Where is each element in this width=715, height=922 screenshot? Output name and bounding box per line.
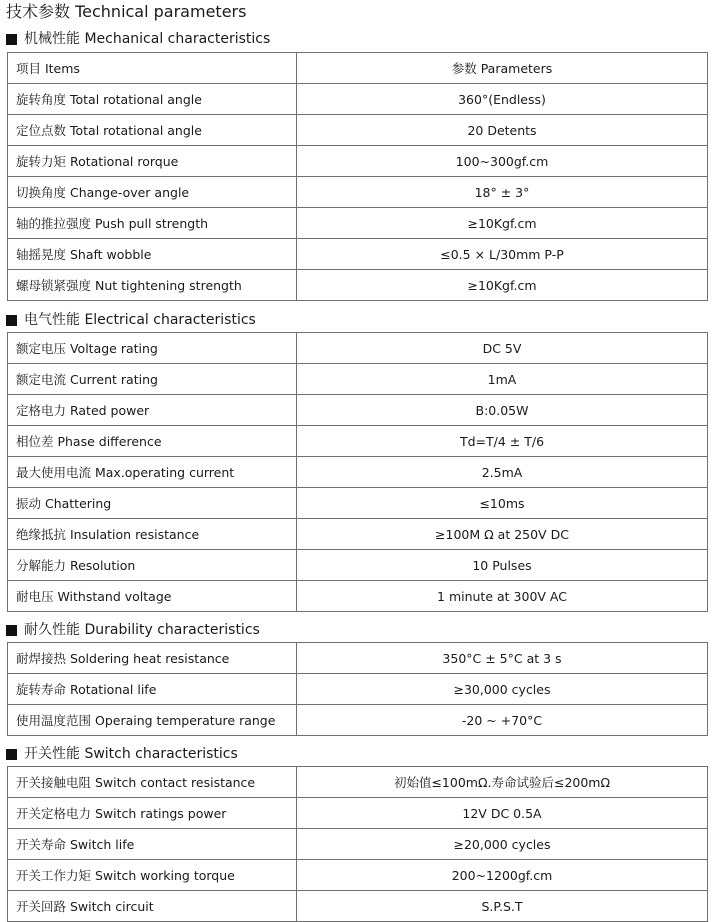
- item-cell: 旋转力矩 Rotational rorque: [8, 146, 297, 177]
- param-cell: ≥100M Ω at 250V DC: [297, 519, 708, 550]
- item-cell: 开关定格电力 Switch ratings power: [8, 798, 297, 829]
- durability-table: [7, 642, 708, 736]
- item-cell: 开关接触电阻 Switch contact resistance: [8, 767, 297, 798]
- section-heading-label: 开关性能 Switch characteristics: [24, 746, 238, 762]
- param-cell: 初始值≤100mΩ.寿命试验后≤200mΩ: [297, 767, 708, 798]
- param-cell: 360°(Endless): [297, 84, 708, 115]
- param-cell: ≥10Kgf.cm: [297, 270, 708, 301]
- item-cell: 轴的推拉强度 Push pull strength: [8, 208, 297, 239]
- table-row: [8, 550, 708, 581]
- table-row: [8, 767, 708, 798]
- section-heading-label: 电气性能 Electrical characteristics: [24, 312, 256, 328]
- item-cell: 最大使用电流 Max.operating current: [8, 457, 297, 488]
- param-cell: 12V DC 0.5A: [297, 798, 708, 829]
- table-row: [8, 891, 708, 922]
- black-square-icon: [6, 749, 17, 760]
- item-cell: 相位差 Phase difference: [8, 426, 297, 457]
- param-cell: 20 Detents: [297, 115, 708, 146]
- param-cell: 18° ± 3°: [297, 177, 708, 208]
- section-heading-durability: [6, 620, 260, 640]
- table-row: [8, 519, 708, 550]
- table-row: [8, 270, 708, 301]
- table-row: [8, 53, 708, 84]
- black-square-icon: [6, 34, 17, 45]
- table-row: [8, 426, 708, 457]
- item-cell: 项目 Items: [8, 53, 297, 84]
- item-cell: 旋转角度 Total rotational angle: [8, 84, 297, 115]
- section-heading-mechanical: [6, 29, 270, 49]
- table-row: [8, 239, 708, 270]
- item-cell: 耐电压 Withstand voltage: [8, 581, 297, 612]
- table-row: [8, 457, 708, 488]
- item-cell: 旋转寿命 Rotational life: [8, 674, 297, 705]
- item-cell: 轴摇晃度 Shaft wobble: [8, 239, 297, 270]
- table-row: [8, 146, 708, 177]
- table-row: [8, 395, 708, 426]
- black-square-icon: [6, 625, 17, 636]
- param-cell: DC 5V: [297, 333, 708, 364]
- item-cell: 定位点数 Total rotational angle: [8, 115, 297, 146]
- item-cell: 开关工作力矩 Switch working torque: [8, 860, 297, 891]
- item-cell: 耐焊接热 Soldering heat resistance: [8, 643, 297, 674]
- table-row: [8, 208, 708, 239]
- table-row: [8, 488, 708, 519]
- item-cell: 额定电压 Voltage rating: [8, 333, 297, 364]
- table-row: [8, 364, 708, 395]
- param-cell: ≤0.5 × L/30mm P-P: [297, 239, 708, 270]
- table-row: [8, 643, 708, 674]
- table-row: [8, 829, 708, 860]
- param-cell: S.P.S.T: [297, 891, 708, 922]
- table-row: [8, 581, 708, 612]
- param-cell: 1mA: [297, 364, 708, 395]
- table-row: [8, 333, 708, 364]
- section-heading-label: 机械性能 Mechanical characteristics: [24, 31, 271, 47]
- electrical-table: [7, 332, 708, 612]
- item-cell: 螺母锁紧强度 Nut tightening strength: [8, 270, 297, 301]
- param-cell: 10 Pulses: [297, 550, 708, 581]
- param-cell: 1 minute at 300V AC: [297, 581, 708, 612]
- table-row: [8, 705, 708, 736]
- param-cell: ≤10ms: [297, 488, 708, 519]
- param-cell: 100~300gf.cm: [297, 146, 708, 177]
- param-cell: ≥30,000 cycles: [297, 674, 708, 705]
- section-heading-electrical: [6, 310, 256, 330]
- item-cell: 振动 Chattering: [8, 488, 297, 519]
- item-cell: 开关回路 Switch circuit: [8, 891, 297, 922]
- table-row: [8, 674, 708, 705]
- table-row: [8, 84, 708, 115]
- page-title: 技术参数 Technical parameters: [6, 2, 247, 21]
- switch-table: [7, 766, 708, 922]
- item-cell: 额定电流 Current rating: [8, 364, 297, 395]
- param-cell: 2.5mA: [297, 457, 708, 488]
- item-cell: 定格电力 Rated power: [8, 395, 297, 426]
- item-cell: 使用温度范围 Operaing temperature range: [8, 705, 297, 736]
- black-square-icon: [6, 315, 17, 326]
- item-cell: 绝缘抵抗 Insulation resistance: [8, 519, 297, 550]
- param-cell: B:0.05W: [297, 395, 708, 426]
- table-row: [8, 798, 708, 829]
- mechanical-table: [7, 52, 708, 301]
- param-cell: 200~1200gf.cm: [297, 860, 708, 891]
- param-cell: 350°C ± 5°C at 3 s: [297, 643, 708, 674]
- param-cell: 参数 Parameters: [297, 53, 708, 84]
- item-cell: 开关寿命 Switch life: [8, 829, 297, 860]
- item-cell: 切换角度 Change-over angle: [8, 177, 297, 208]
- param-cell: ≥20,000 cycles: [297, 829, 708, 860]
- param-cell: Td=T/4 ± T/6: [297, 426, 708, 457]
- param-cell: -20 ~ +70°C: [297, 705, 708, 736]
- table-row: [8, 115, 708, 146]
- param-cell: ≥10Kgf.cm: [297, 208, 708, 239]
- item-cell: 分解能力 Resolution: [8, 550, 297, 581]
- table-row: [8, 860, 708, 891]
- section-heading-switch: [6, 744, 238, 764]
- table-row: [8, 177, 708, 208]
- section-heading-label: 耐久性能 Durability characteristics: [24, 622, 260, 638]
